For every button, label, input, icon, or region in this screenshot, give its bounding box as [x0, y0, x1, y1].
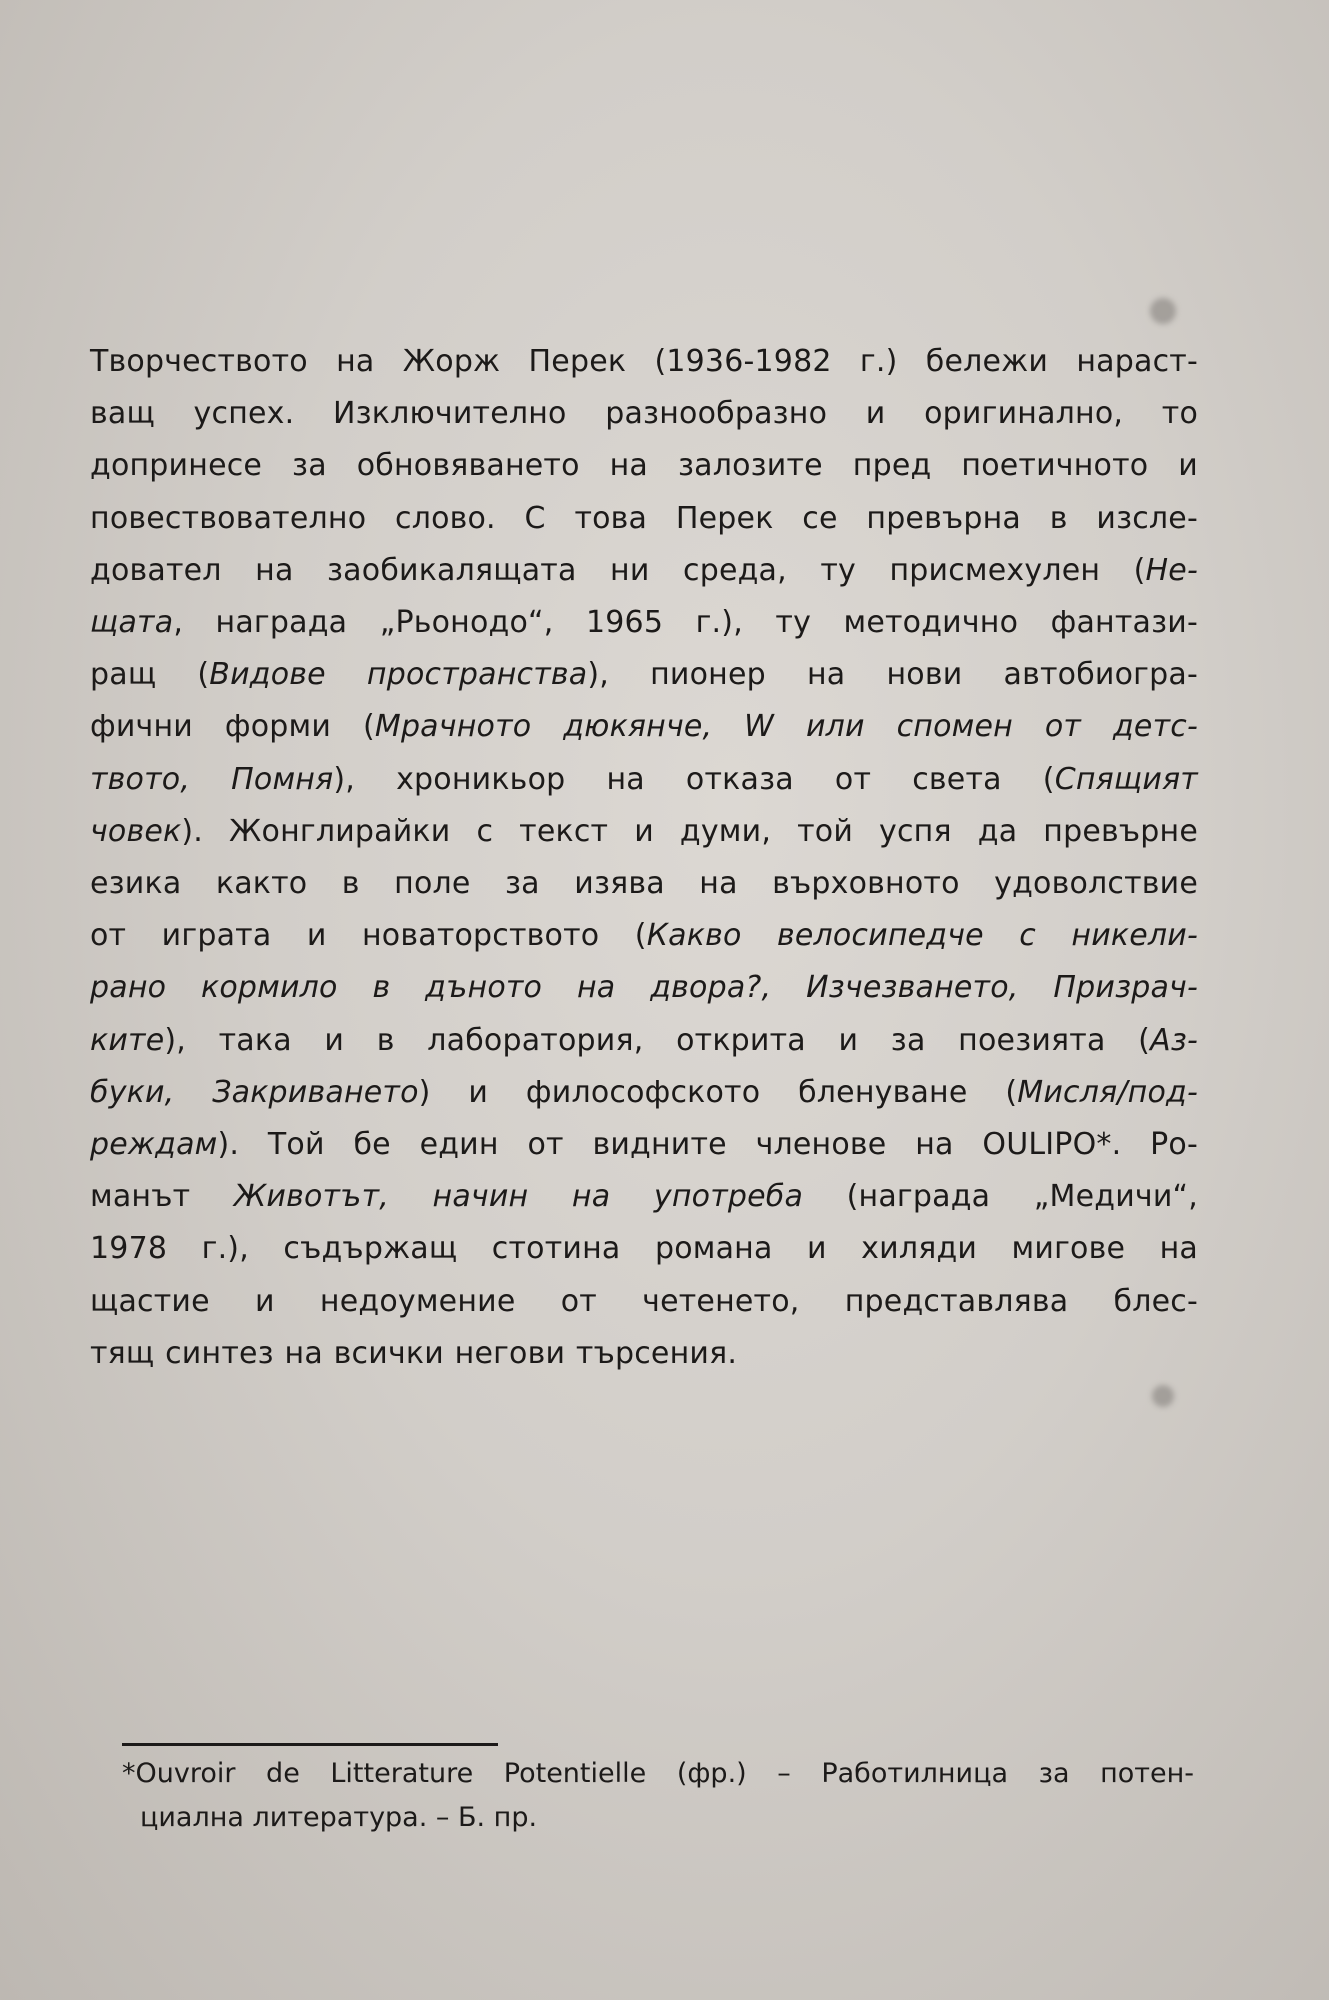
italic-title: Не- — [1145, 552, 1198, 588]
text-run: допринесе за обновяването на залозите пред поетичното и — [90, 448, 1198, 484]
text-run: ), така и в лаборатория, открита и за поезията ( — [164, 1022, 1151, 1058]
text-run: щастие и недоумение от четенето, представлява блес- — [90, 1283, 1198, 1319]
text-run: Творчеството на Жорж Перек (1936-1982 г.) бележи нараст- — [90, 344, 1198, 379]
italic-title: Аз- — [1150, 1022, 1198, 1058]
text-run: ), пионер на нови автобиогра- — [587, 657, 1198, 693]
italic-title: човек — [90, 813, 182, 849]
text-line — [90, 1276, 1198, 1328]
text-line — [90, 910, 1198, 962]
italic-title: реждам — [90, 1127, 218, 1163]
text-line — [90, 336, 1198, 388]
footnote-line: циална литература. – Б. пр. — [140, 1802, 538, 1833]
text-run: ). Жонглирайки с текст и думи, той успя да превърне — [181, 813, 1198, 849]
text-run: манът — [90, 1179, 234, 1215]
main-paragraph — [90, 336, 1198, 1380]
text-run: ). Той бе един от видните членове на OULIPO*. Ро- — [217, 1127, 1198, 1163]
text-line — [90, 1067, 1198, 1119]
text-line — [90, 493, 1198, 545]
text-line — [90, 754, 1198, 806]
footnote-line: *Ouvroir de Litterature Potentielle (фр.) – Работилница за потен- — [122, 1758, 1194, 1789]
text-line — [90, 962, 1198, 1014]
text-run: фични форми ( — [90, 709, 375, 745]
text-line — [90, 858, 1198, 910]
footnote-divider — [122, 1743, 498, 1746]
text-line — [90, 1119, 1198, 1171]
text-run: ), хроникьор на отказа от света ( — [333, 761, 1055, 797]
text-line — [90, 440, 1198, 492]
text-run: ) и философското бленуване ( — [418, 1074, 1018, 1110]
text-run: тящ синтез на всички негови търсения. — [90, 1335, 738, 1371]
paper-speck — [1150, 298, 1176, 324]
text-line — [90, 1328, 1198, 1380]
text-run: ращ ( — [90, 657, 210, 693]
italic-title: буки, Закриването — [90, 1074, 419, 1110]
text-line — [90, 388, 1198, 440]
italic-title: Мрачното дюкянче, W или спомен от детс- — [374, 709, 1198, 745]
text-run: от играта и новаторството ( — [90, 918, 647, 954]
text-run: ващ успех. Изключително разнообразно и оригинално, то — [90, 396, 1198, 432]
text-run: (награда „Медичи“, — [803, 1179, 1198, 1215]
italic-title: Спящият — [1054, 761, 1198, 797]
text-line — [90, 701, 1198, 753]
italic-title: ките — [90, 1022, 165, 1058]
text-run: , награда „Рьонодо“, 1965 г.), ту методично фантази- — [173, 605, 1198, 641]
italic-title: Животът, начин на употреба — [233, 1179, 804, 1215]
italic-title: Какво велосипедче с никели- — [646, 918, 1198, 954]
text-line — [90, 806, 1198, 858]
italic-title: рано кормило в дъното на двора?, Изчезването, Призрач- — [90, 970, 1198, 1006]
text-run: езика както в поле за изява на върховното удоволствие — [90, 866, 1198, 902]
text-line — [90, 1223, 1198, 1275]
footnote — [122, 1752, 1194, 1840]
text-line — [90, 597, 1198, 649]
italic-title: щата — [90, 605, 174, 641]
text-line — [90, 545, 1198, 597]
text-line — [90, 1015, 1198, 1067]
paper-speck — [1152, 1385, 1174, 1407]
text-run: 1978 г.), съдържащ стотина романа и хиляди мигове на — [90, 1231, 1198, 1267]
text-run: повествователно слово. С това Перек се превърна в изсле- — [90, 500, 1198, 536]
text-run: довател на заобикалящата ни среда, ту присмехулен ( — [90, 552, 1146, 588]
italic-title: твото, Помня — [90, 761, 334, 797]
text-line — [90, 649, 1198, 701]
italic-title: Видове пространства — [209, 657, 588, 693]
text-line — [90, 1171, 1198, 1223]
italic-title: Мисля/под- — [1017, 1074, 1198, 1110]
